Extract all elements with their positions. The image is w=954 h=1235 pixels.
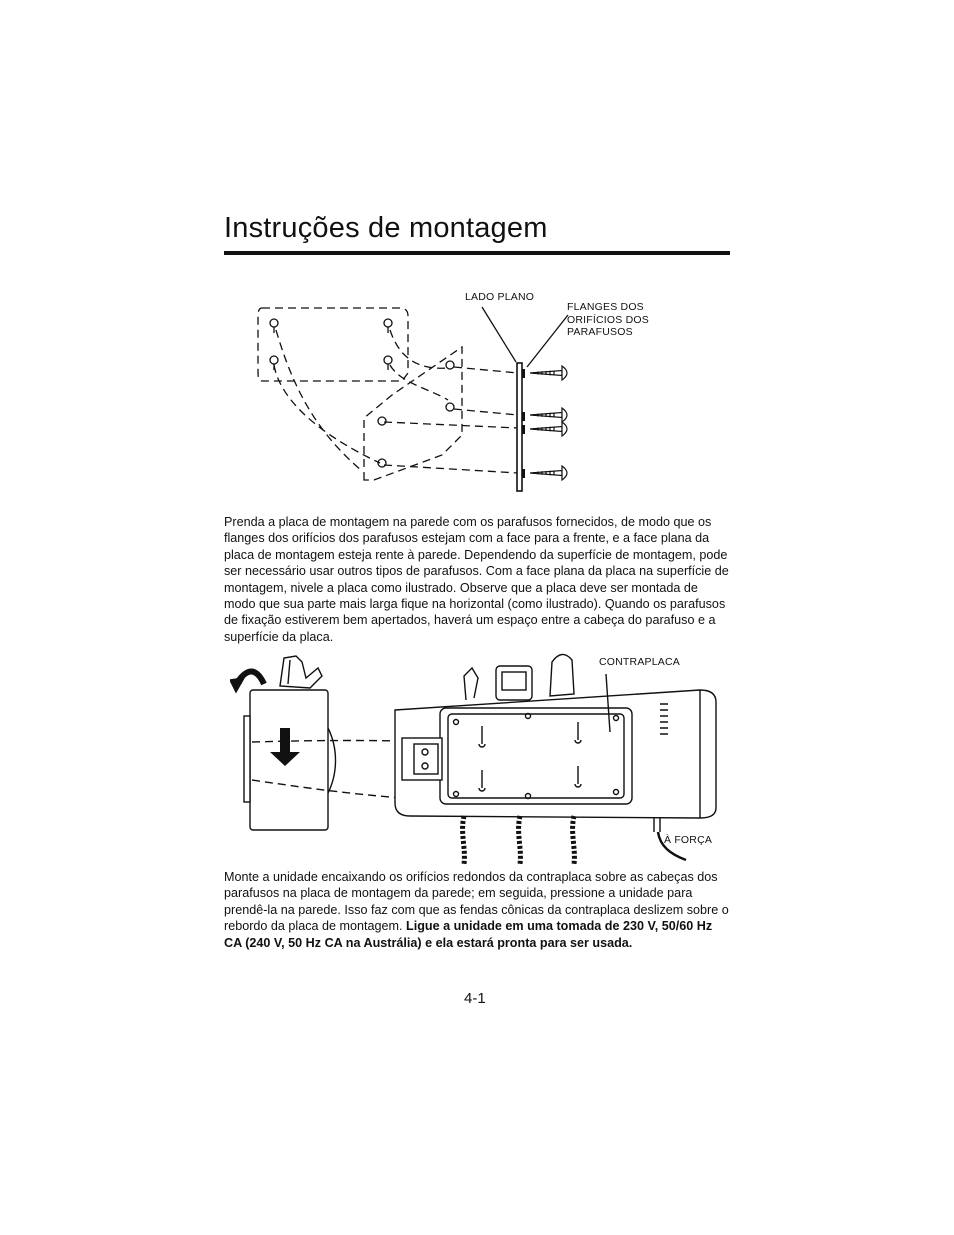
page-title: Instruções de montagem [224, 212, 548, 244]
label-flat-side: LADO PLANO [465, 291, 535, 303]
page-number: 4-1 [464, 990, 486, 1007]
mounting-paragraph-2 [224, 869, 732, 951]
mounting-paragraph-1: Prenda a placa de montagem na parede com os parafusos fornecidos, de modo que os flanges dos orifícios dos parafusos estejam com a face para a frente, e a face plana da placa de montagem esteja rente à parede. Dependendo da superfície de montagem, pode ser necessário usar outros tipos de parafusos. Com a face plana da placa na superfície de montagem, nivele a placa como ilustrado. Observe que a placa deve ser montada de modo que sua parte mais larga fique na horizontal (como ilustrado). Quando os parafusos de fixação estiverem bem apertados, haverá um espaço entre a cabeça do parafuso e a superfície da placa. [224, 515, 729, 644]
unit-mounting-diagram [230, 648, 730, 866]
label-screw-flanges: FLANGES DOS ORIFÍCIOS DOS PARAFUSOS [567, 301, 649, 338]
label-to-power: À FORÇA [664, 834, 713, 846]
paragraph-2-power-instruction: Ligue a unidade em uma tomada de 230 V, 50/60 Hz CA (240 V, 50 Hz CA na Austrália) e ela estará pronta para ser usada. [224, 919, 713, 950]
mounting-plate-diagram [250, 285, 590, 500]
paragraph-2-text: Monte a unidade encaixando os orifícios redondos da contraplaca sobre as cabeças dos parafusos na placa de montagem da parede; em seguida, pressione a unidade para prendê-la na parede. Isso faz com que as fendas cônicas da contraplaca deslizem sobre o rebordo da placa de montagem. [224, 870, 729, 934]
label-backplate: CONTRAPLACA [599, 656, 680, 668]
title-rule [224, 251, 730, 255]
